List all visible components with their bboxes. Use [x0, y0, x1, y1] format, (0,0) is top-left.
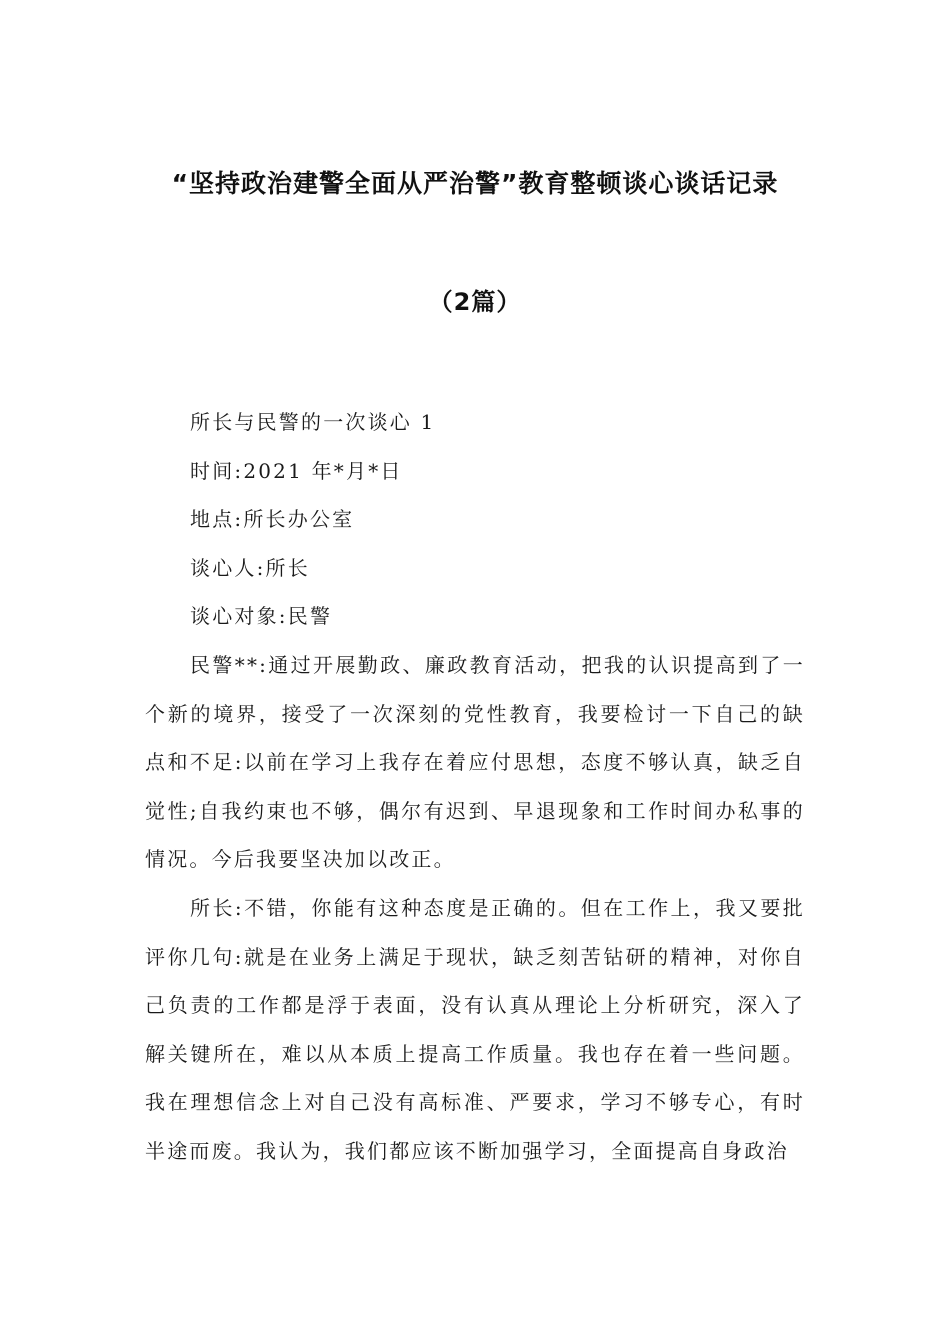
document-title: “坚持政治建警全面从严治警”教育整顿谈心谈话记录 [171, 169, 779, 198]
meta-target: 谈心对象:民警 [190, 604, 333, 629]
paragraph-director-response: 所长:不错，你能有这种态度是正确的。但在工作上，我又要批评你几句:就是在业务上满足于现状，缺乏刻苦钻研的精神，对你自己负责的工作都是浮于表面，没有认真从理论上分析研究，深入了解关键所在，难以从本质上提高工作质量。我也存在着一些问题。我在理想信念上对自己没有高标准、严要求，学习不够专心，有时半途而废。我认为，我们都应该不断加强学习，全面提高自身政治 [145, 895, 805, 1163]
paragraph-officer-statement: 民警**:通过开展勤政、廉政教育活动，把我的认识提高到了一个新的境界，接受了一次深刻的党性教育，我要检讨一下自己的缺点和不足:以前在学习上我存在着应付思想，态度不够认真，缺乏自觉性;自我约束也不够，偶尔有迟到、早退现象和工作时间办私事的情况。今后我要坚决加以改正。 [145, 652, 805, 872]
section-heading: 所长与民警的一次谈心 1 [190, 410, 436, 434]
meta-place: 地点:所长办公室 [190, 507, 355, 532]
meta-time: 时间:2021 年*月*日 [190, 458, 403, 483]
meta-talker: 谈心人:所长 [190, 555, 310, 580]
document-body [145, 398, 805, 1176]
document-subtitle: （2篇） [428, 288, 522, 316]
